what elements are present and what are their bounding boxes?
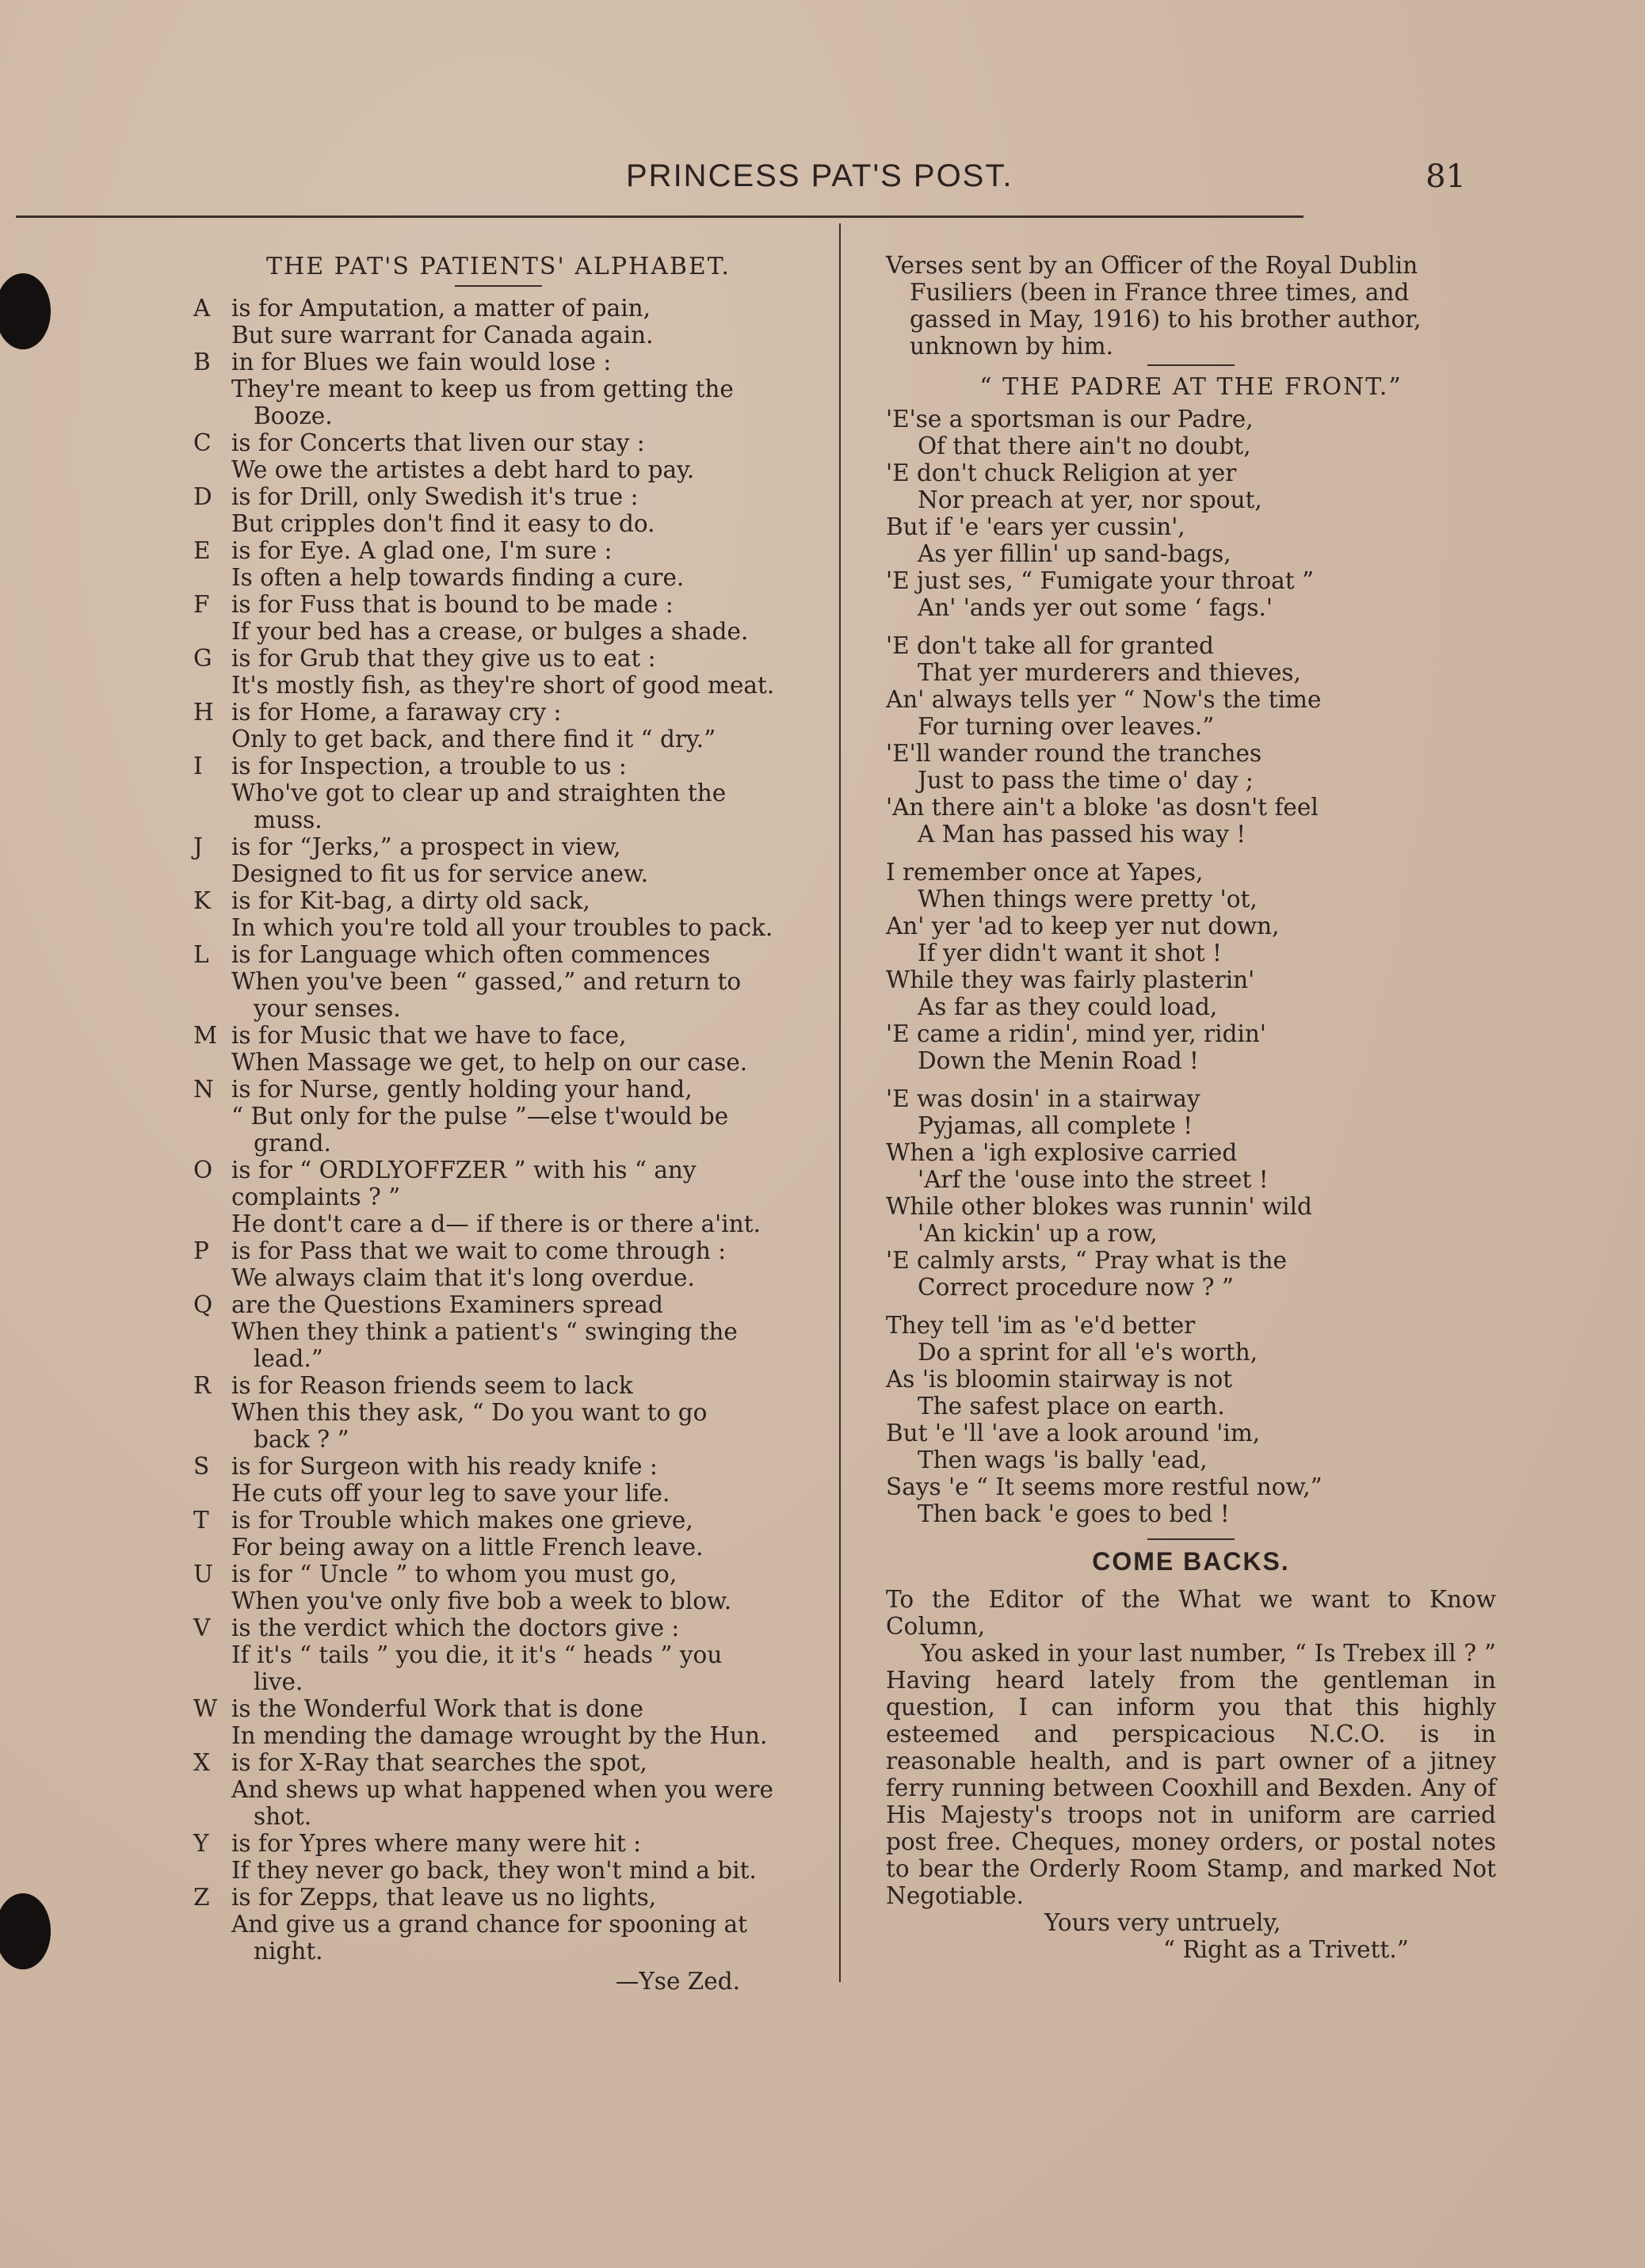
entry-line: Who've got to clear up and straighten the — [231, 780, 727, 806]
poem-line: When a 'igh explosive carried — [886, 1139, 1238, 1166]
entry-letter: I — [193, 753, 203, 780]
poem-line: An' yer 'ad to keep yer nut down, — [886, 913, 1280, 940]
alphabet-entry — [193, 699, 803, 753]
poem-line: An' 'ands yer out some ‘ fags.' — [918, 594, 1273, 621]
entry-line: is for Drill, only Swedish it's true : — [231, 483, 639, 510]
alphabet-entry — [193, 1076, 803, 1157]
entry-line: shot. — [254, 1803, 312, 1830]
entry-line: And give us a grand chance for spooning at — [231, 1911, 748, 1938]
entry-line: is for Surgeon with his ready knife : — [231, 1453, 658, 1480]
alphabet-entry — [193, 1372, 803, 1453]
entry-line: But sure warrant for Canada again. — [231, 322, 654, 349]
entry-line: is for Trouble which makes one grieve, — [231, 1507, 693, 1534]
alphabet-entry — [193, 887, 803, 941]
poem-stanza — [886, 859, 1496, 1074]
alphabet-entry — [193, 483, 803, 537]
punch-hole-top — [0, 273, 51, 349]
intro-line: unknown by him. — [910, 333, 1113, 360]
alphabet-entry — [193, 1749, 803, 1830]
poem-line: They tell 'im as 'e'd better — [886, 1312, 1196, 1339]
entry-line: Designed to fit us for service anew. — [231, 860, 649, 887]
entry-line: Is often a help towards finding a cure. — [231, 564, 685, 591]
alphabet-entry — [193, 1022, 803, 1076]
poem-stanza — [886, 1312, 1496, 1527]
poem-line: 'An kickin' up a row, — [918, 1220, 1158, 1247]
intro-rule — [1147, 364, 1235, 366]
entry-line: back ? ” — [254, 1426, 349, 1453]
entry-letter: G — [193, 645, 212, 672]
entry-line: is for Language which often commences — [231, 941, 711, 968]
entry-line: When this they ask, “ Do you want to go — [231, 1399, 708, 1426]
alphabet-entry — [193, 1830, 803, 1884]
poem-line: For turning over leaves.” — [918, 713, 1215, 740]
alphabet-entry — [193, 1614, 803, 1695]
entry-line: For being away on a little French leave. — [231, 1534, 704, 1561]
entry-line: In mending the damage wrought by the Hun. — [231, 1722, 768, 1749]
entry-line: Booze. — [254, 402, 333, 429]
entry-letter: H — [193, 699, 214, 726]
entry-line: is for Pass that we wait to come through : — [231, 1237, 727, 1264]
entry-letter: O — [193, 1157, 213, 1184]
title-rule — [455, 285, 542, 287]
entry-line: is for Inspection, a trouble to us : — [231, 753, 627, 780]
alphabet-entry — [193, 349, 803, 429]
poem-line: 'E'll wander round the tranches — [886, 740, 1262, 767]
comebacks-rule — [1147, 1538, 1235, 1540]
entry-line: is for Concerts that liven our stay : — [231, 429, 645, 456]
alphabet-entry — [193, 429, 803, 483]
alphabet-entry — [193, 1695, 803, 1749]
poem-line: Correct procedure now ? ” — [918, 1274, 1234, 1301]
entry-line: When Massage we get, to help on our case. — [231, 1049, 748, 1076]
entry-letter: B — [193, 349, 211, 375]
comebacks-title: COME BACKS. — [1092, 1547, 1290, 1576]
poem-line: 'E don't take all for granted — [886, 632, 1214, 659]
entry-line: grand. — [254, 1130, 331, 1157]
poem-line: But 'e 'll 'ave a look around 'im, — [886, 1420, 1261, 1447]
poem-line: Then back 'e goes to bed ! — [918, 1500, 1230, 1527]
entry-line: night. — [254, 1938, 323, 1965]
entry-letter: V — [193, 1614, 211, 1641]
entry-line: It's mostly fish, as they're short of good meat. — [231, 672, 775, 699]
entry-line: is for “ Uncle ” to whom you must go, — [231, 1561, 677, 1588]
intro-paragraph — [886, 252, 1496, 360]
entry-line: is for “ ORDLYOFFZER ” with his “ any — [231, 1157, 697, 1184]
entry-letter: R — [193, 1372, 212, 1399]
poem-line: 'Arf the 'ouse into the street ! — [918, 1166, 1269, 1193]
entry-line: complaints ? ” — [231, 1184, 401, 1210]
entry-line: “ But only for the pulse ”—else t'would be — [231, 1103, 729, 1130]
poem-line: As yer fillin' up sand-bags, — [918, 540, 1231, 567]
letter-body: You asked in your last number, “ Is Trebex ill ? ” Having heard lately from the gentleman in question, I can inform you that this highly esteemed and perspicacious N.C.O. is in reasonable health, and is part owner of a jitney ferry running between Cooxhill and Bexden. Any of His Majesty's troops not in uniform are carried post free. Cheques, money orders, or postal notes to bear the Orderly Room Stamp, and marked Not Negotiable. — [886, 1640, 1496, 1909]
entry-letter: X — [193, 1749, 211, 1776]
alphabet-entry — [193, 537, 803, 591]
poem-line: While they was fairly plasterin' — [886, 966, 1255, 993]
alphabet-entry — [193, 1157, 803, 1237]
alphabet-entries — [193, 295, 803, 1965]
entry-letter: J — [193, 833, 203, 860]
poem-line: Just to pass the time o' day ; — [918, 767, 1254, 794]
entry-letter: Y — [193, 1830, 209, 1857]
alphabet-entry — [193, 1507, 803, 1561]
entry-line: is for Home, a faraway cry : — [231, 699, 562, 726]
entry-letter: S — [193, 1453, 210, 1480]
alphabet-entry — [193, 591, 803, 645]
poem-line: Then wags 'is bally 'ead, — [918, 1447, 1208, 1473]
entry-line: We owe the artistes a debt hard to pay. — [231, 456, 695, 483]
entry-line: is for Ypres where many were hit : — [231, 1830, 642, 1857]
entry-letter: M — [193, 1022, 218, 1049]
entry-line: are the Questions Examiners spread — [231, 1291, 663, 1318]
entry-line: In which you're told all your troubles to pack. — [231, 914, 773, 941]
entry-line: lead.” — [254, 1345, 323, 1372]
entry-line: is for Grub that they give us to eat : — [231, 645, 656, 672]
entry-letter: E — [193, 537, 211, 564]
poem-line: While other blokes was runnin' wild — [886, 1193, 1312, 1220]
poem-line: 'E came a ridin', mind yer, ridin' — [886, 1020, 1266, 1047]
entry-line: Only to get back, and there find it “ dry.” — [231, 726, 716, 753]
poem-line: 'E just ses, “ Fumigate your throat ” — [886, 567, 1315, 594]
page-header — [190, 158, 1490, 214]
intro-line: Verses sent by an Officer of the Royal Dublin — [886, 252, 1418, 279]
poem-line: As far as they could load, — [918, 993, 1218, 1020]
poem-line: 'E was dosin' in a stairway — [886, 1085, 1200, 1112]
poem-line: A Man has passed his way ! — [918, 821, 1246, 848]
poem-line: As 'is bloomin stairway is not — [886, 1366, 1233, 1393]
poem-line: Pyjamas, all complete ! — [918, 1112, 1193, 1139]
punch-hole-bottom — [0, 1893, 51, 1969]
entry-line: live. — [254, 1668, 303, 1695]
intro-line: gassed in May, 1916) to his brother author, — [910, 306, 1422, 333]
poem-line: An' always tells yer “ Now's the time — [886, 686, 1322, 713]
poem-line: When things were pretty 'ot, — [918, 886, 1258, 913]
entry-letter: K — [193, 887, 212, 914]
alphabet-entry — [193, 1453, 803, 1507]
entry-line: If they never go back, they won't mind a bit. — [231, 1857, 757, 1884]
alphabet-entry — [193, 833, 803, 887]
alphabet-entry — [193, 1884, 803, 1965]
alphabet-column — [193, 253, 803, 1995]
page-number: 81 — [1426, 158, 1466, 195]
entry-line: is the Wonderful Work that is done — [231, 1695, 644, 1722]
poem-line: 'An there ain't a bloke 'as dosn't feel — [886, 794, 1319, 821]
entry-line: is for Kit-bag, a dirty old sack, — [231, 887, 590, 914]
poem-line: Do a sprint for all 'e's worth, — [918, 1339, 1258, 1366]
entry-letter: F — [193, 591, 210, 618]
entry-letter: T — [193, 1507, 209, 1534]
entry-line: But cripples don't find it easy to do. — [231, 510, 655, 537]
entry-letter: Z — [193, 1884, 210, 1911]
entry-line: is the verdict which the doctors give : — [231, 1614, 680, 1641]
padre-title: “ THE PADRE AT THE FRONT.” — [979, 373, 1403, 401]
entry-line: is for Eye. A glad one, I'm sure : — [231, 537, 613, 564]
alphabet-entry — [193, 1291, 803, 1372]
poem-stanza — [886, 1085, 1496, 1301]
entry-letter: A — [193, 295, 211, 322]
alphabet-title: THE PAT'S PATIENTS' ALPHABET. — [266, 253, 731, 280]
entry-line: is for Nurse, gently holding your hand, — [231, 1076, 693, 1103]
publication-title: PRINCESS PAT'S POST. — [626, 158, 1013, 193]
entry-line: We always claim that it's long overdue. — [231, 1264, 695, 1291]
entry-line: When they think a patient's “ swinging the — [231, 1318, 738, 1345]
entry-line: muss. — [254, 806, 323, 833]
poem-line: Down the Menin Road ! — [918, 1047, 1199, 1074]
entry-line: If it's “ tails ” you die, it it's “ heads ” you — [231, 1641, 723, 1668]
header-rule — [16, 215, 1303, 218]
padre-poem — [886, 406, 1496, 1527]
poem-line: Of that there ain't no doubt, — [918, 433, 1251, 459]
entry-line: is for Zepps, that leave us no lights, — [231, 1884, 657, 1911]
letter-salutation: To the Editor of the What we want to Know Column, — [886, 1586, 1496, 1640]
entry-line: is for Music that we have to face, — [231, 1022, 627, 1049]
intro-line: Fusiliers (been in France three times, and — [910, 279, 1410, 306]
entry-line: is for “Jerks,” a prospect in view, — [231, 833, 621, 860]
entry-line: When you've only five bob a week to blow. — [231, 1588, 732, 1614]
entry-letter: D — [193, 483, 212, 510]
poem-stanza — [886, 406, 1496, 621]
entry-letter: W — [193, 1695, 218, 1722]
poem-line: But if 'e 'ears yer cussin', — [886, 513, 1185, 540]
letter-signature: “ Right as a Trivett.” — [1163, 1936, 1409, 1963]
poem-stanza — [886, 632, 1496, 848]
alphabet-entry — [193, 941, 803, 1022]
entry-letter: U — [193, 1561, 213, 1588]
entry-line: He cuts off your leg to save your life. — [231, 1480, 670, 1507]
alphabet-entry — [193, 295, 803, 349]
right-column — [886, 252, 1496, 1963]
entry-line: He dont't care a d— if there is or there a'int. — [231, 1210, 761, 1237]
poem-line: I remember once at Yapes, — [886, 859, 1204, 886]
poem-line: 'E calmly arsts, “ Pray what is the — [886, 1247, 1287, 1274]
comebacks-letter — [886, 1586, 1496, 1963]
entry-line: your senses. — [254, 995, 401, 1022]
entry-line: They're meant to keep us from getting the — [231, 375, 734, 402]
poem-line: If yer didn't want it shot ! — [918, 940, 1222, 966]
page-header-region — [190, 158, 1490, 214]
entry-line: in for Blues we fain would lose : — [231, 349, 612, 375]
poem-line: Says 'e “ It seems more restful now,” — [886, 1473, 1322, 1500]
entry-letter: L — [193, 941, 209, 968]
column-divider — [839, 223, 841, 1982]
alphabet-entry — [193, 1561, 803, 1614]
entry-line: And shews up what happened when you were — [231, 1776, 773, 1803]
alphabet-signature: —Yse Zed. — [615, 1968, 740, 1995]
entry-letter: P — [193, 1237, 209, 1264]
poem-line: The safest place on earth. — [918, 1393, 1225, 1420]
poem-line: 'E don't chuck Religion at yer — [886, 459, 1237, 486]
letter-closing: Yours very untruely, — [1044, 1909, 1281, 1936]
alphabet-entry — [193, 753, 803, 833]
entry-line: is for Amputation, a matter of pain, — [231, 295, 651, 322]
entry-letter: Q — [193, 1291, 213, 1318]
poem-line: Nor preach at yer, nor spout, — [918, 486, 1262, 513]
entry-letter: N — [193, 1076, 214, 1103]
entry-line: is for X-Ray that searches the spot, — [231, 1749, 647, 1776]
poem-line: 'E'se a sportsman is our Padre, — [886, 406, 1254, 433]
entry-line: When you've been “ gassed,” and return to — [231, 968, 742, 995]
alphabet-entry — [193, 645, 803, 699]
poem-line: That yer murderers and thieves, — [918, 659, 1301, 686]
entry-letter: C — [193, 429, 212, 456]
entry-line: is for Fuss that is bound to be made : — [231, 591, 674, 618]
entry-line: If your bed has a crease, or bulges a shade. — [231, 618, 749, 645]
alphabet-entry — [193, 1237, 803, 1291]
entry-line: is for Reason friends seem to lack — [231, 1372, 633, 1399]
